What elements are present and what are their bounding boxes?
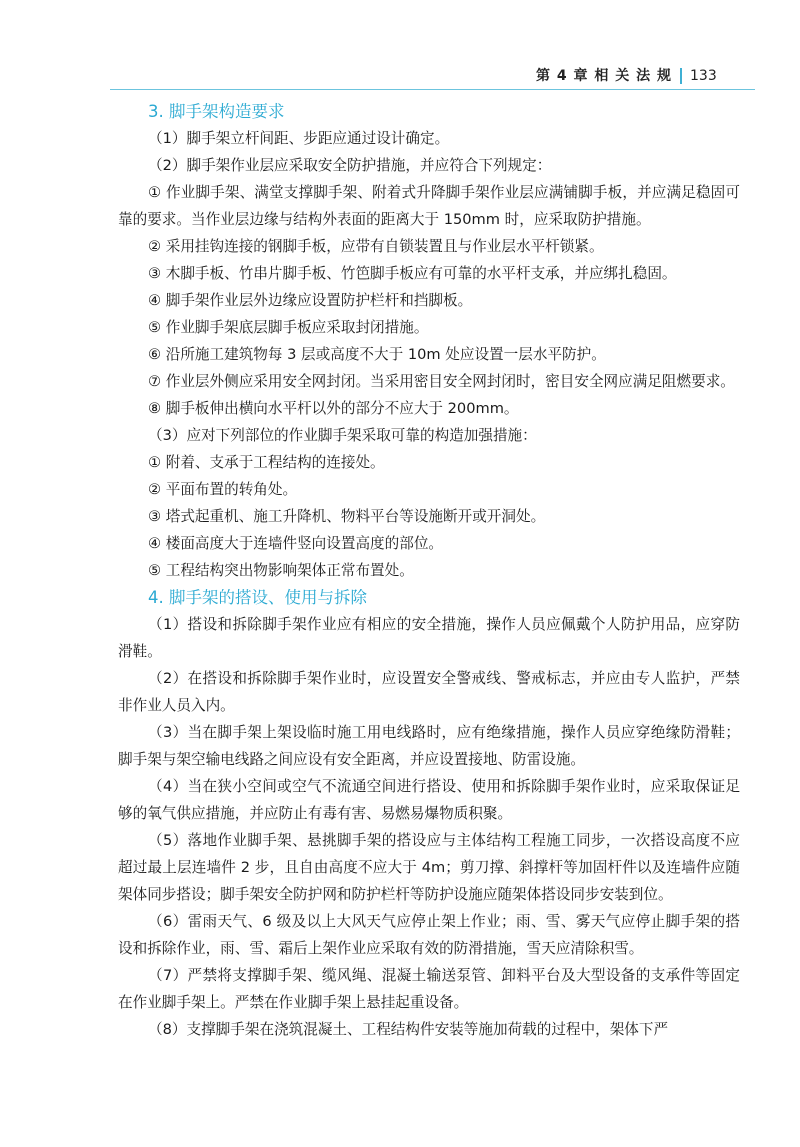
header-rule xyxy=(110,89,755,90)
paragraph: （1）搭设和拆除脚手架作业应有相应的安全措施，操作人员应佩戴个人防护用品，应穿防滑鞋。 xyxy=(118,616,740,660)
paragraph: ④ 楼面高度大于连墙件竖向设置高度的部位。 xyxy=(148,535,444,552)
paragraph: （8）支撑脚手架在浇筑混凝土、工程结构件安装等施加荷载的过程中，架体下严 xyxy=(148,1021,669,1038)
header-separator xyxy=(680,68,682,84)
paragraph: ⑤ 作业脚手架底层脚手板应采取封闭措施。 xyxy=(148,319,429,336)
section-3-title: 3. 脚手架构造要求 xyxy=(148,102,285,121)
paragraph: ① 附着、支承于工程结构的连接处。 xyxy=(148,454,385,471)
paragraph: ⑦ 作业层外侧应采用安全网封闭。当采用密目安全网封闭时，密目安全网应满足阻燃要求。 xyxy=(148,373,735,390)
page-header xyxy=(0,0,800,100)
paragraph: ⑥ 沿所施工建筑物每 3 层或高度不大于 10m 处应设置一层水平防护。 xyxy=(148,346,606,363)
paragraph: ① 作业脚手架、满堂支撑脚手架、附着式升降脚手架作业层应满铺脚手板，并应满足稳固可靠的要求。当作业层边缘与结构外表面的距离大于 150mm 时，应采取防护措施。 xyxy=(118,184,740,228)
paragraph: （2）脚手架作业层应采取安全防护措施，并应符合下列规定： xyxy=(148,157,552,174)
paragraph: ⑤ 工程结构突出物影响架体正常布置处。 xyxy=(148,562,414,579)
paragraph: ② 采用挂钩连接的钢脚手板，应带有自锁装置且与作业层水平杆锁紧。 xyxy=(148,238,604,255)
section-4-title: 4. 脚手架的搭设、使用与拆除 xyxy=(148,588,367,607)
paragraph: ② 平面布置的转角处。 xyxy=(148,481,298,498)
paragraph: （6）雷雨天气、6 级及以上大风天气应停止架上作业；雨、雪、雾天气应停止脚手架的搭设和拆除作业，雨、雪、霜后上架作业应采取有效的防滑措施，雪天应清除积雪。 xyxy=(118,913,740,957)
paragraph: （4）当在狭小空间或空气不流通空间进行搭设、使用和拆除脚手架作业时，应采取保证足够的氧气供应措施，并应防止有毒有害、易燃易爆物质积聚。 xyxy=(118,778,740,822)
paragraph: （7）严禁将支撑脚手架、缆风绳、混凝土输送泵管、卸料平台及大型设备的支承件等固定在作业脚手架上。严禁在作业脚手架上悬挂起重设备。 xyxy=(118,967,740,1011)
paragraph: ③ 木脚手板、竹串片脚手板、竹笆脚手板应有可靠的水平杆支承，并应绑扎稳固。 xyxy=(148,265,677,282)
paragraph: （1）脚手架立杆间距、步距应通过设计确定。 xyxy=(148,130,450,147)
paragraph: ③ 塔式起重机、施工升降机、物料平台等设施断开或开洞处。 xyxy=(148,508,546,525)
paragraph: （2）在搭设和拆除脚手架作业时，应设置安全警戒线、警戒标志，并应由专人监护，严禁非作业人员入内。 xyxy=(118,670,740,714)
running-head xyxy=(536,65,717,85)
paragraph: （3）当在脚手架上架设临时施工用电线路时，应有绝缘措施，操作人员应穿绝缘防滑鞋；脚手架与架空输电线路之间应设有安全距离，并应设置接地、防雷设施。 xyxy=(118,724,740,768)
page-number: 133 xyxy=(690,68,717,84)
paragraph: ④ 脚手架作业层外边缘应设置防护栏杆和挡脚板。 xyxy=(148,292,473,309)
paragraph: （3）应对下列部位的作业脚手架采取可靠的构造加强措施： xyxy=(148,427,537,444)
page-body xyxy=(118,98,740,1043)
paragraph: （5）落地作业脚手架、悬挑脚手架的搭设应与主体结构工程施工同步，一次搭设高度不应超过最上层连墙件 2 步，且自由高度不应大于 4m；剪刀撑、斜撑杆等加固杆件以及连墙件应随架体同步搭设；脚手架安全防护网和防护栏杆等防护设施应随架体搭设同步安装到位。 xyxy=(118,832,740,903)
chapter-title: 第 4 章 相 关 法 规 xyxy=(536,68,672,84)
paragraph: ⑧ 脚手板伸出横向水平杆以外的部分不应大于 200mm。 xyxy=(148,400,519,417)
